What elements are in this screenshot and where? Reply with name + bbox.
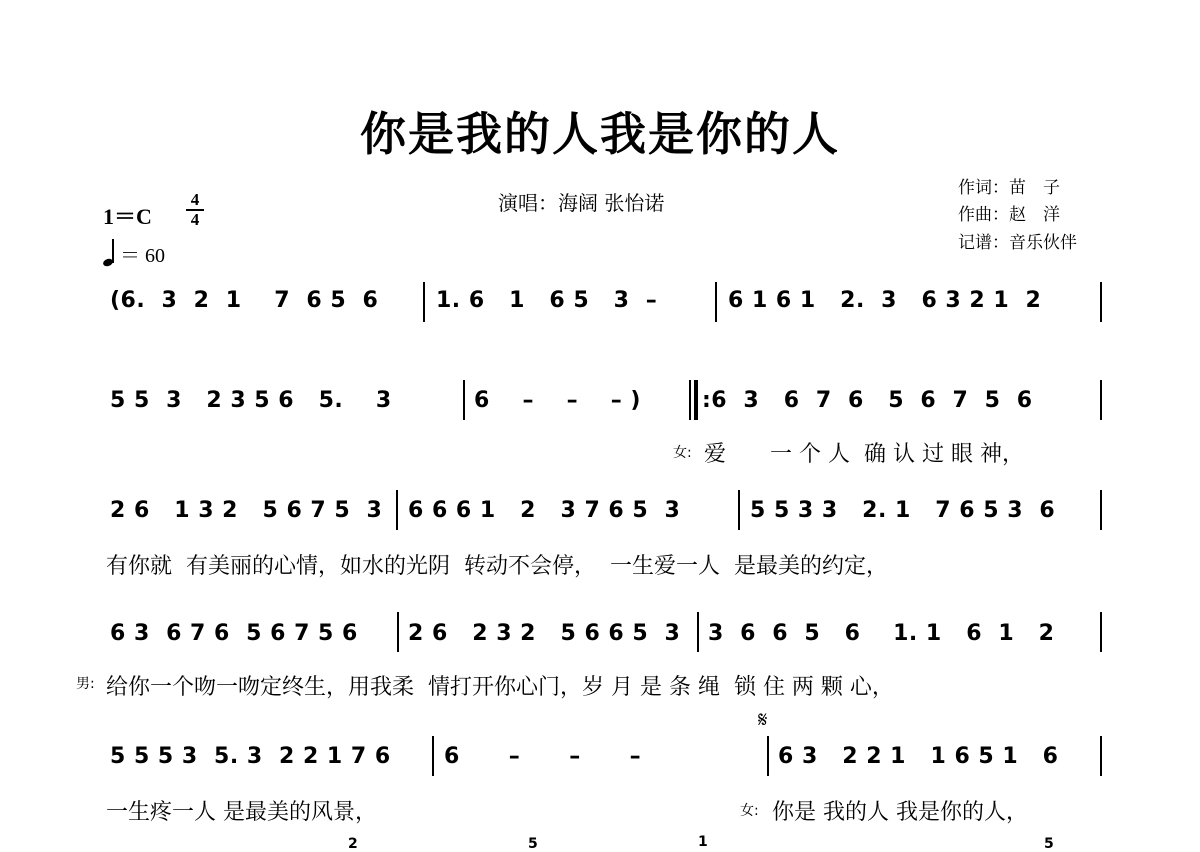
score-row-4: 6 3 6 7 6 5 6 7 5 6 — [110, 621, 358, 646]
key-signature: 1＝C — [103, 204, 152, 229]
lyrics-row-5b: 你是 我的人 我是你的人， — [772, 800, 1028, 825]
lyricist-credit: 作词：苗 子 — [958, 178, 1060, 198]
score-row-5-m3: 6 3 2 2 1 1 6 5 1 6 — [778, 744, 1059, 769]
score-row-3: 2 6 1 3 2 5 6 7 5 3 — [110, 498, 383, 523]
lyrics-row-4: 给你一个吻一吻定终生，用我柔 情打开你心门，岁 月 是 条 绳 锁 住 两 颗 心， — [106, 675, 894, 700]
quarter-note-icon — [103, 238, 115, 268]
score-row-5-m2: 6 – – – — [444, 744, 642, 769]
notation-credit: 记谱：音乐伙伴 — [958, 233, 1077, 253]
score-row-2-m2: 6 – – – ) — [474, 388, 641, 413]
lyrics-row-3: 有你就 有美丽的心情，如水的光阴 转动不会停， 一生爱一人 是最美的约定， — [106, 554, 888, 579]
score-row-2-m3: :6 3 6 7 6 5 6 7 5 6 — [702, 388, 1033, 413]
male-voice-label: 男: — [76, 676, 95, 692]
partial-mark-1: 2 — [348, 836, 358, 852]
time-signature-top: 4 — [190, 190, 200, 209]
score-row-4-m2: 2 6 2 3 2 5 6 6 5 3 — [408, 621, 681, 646]
composer-credit: 作曲：赵 洋 — [958, 205, 1060, 225]
lyrics-row-5a: 一生疼一人 是最美的风景， — [106, 800, 377, 825]
partial-mark-4: 5 — [1044, 836, 1054, 852]
partial-mark-2: 5 — [528, 836, 538, 852]
time-signature — [186, 192, 204, 228]
score-row-1-m2: 1. 6 1 6 5 3 – — [436, 288, 658, 313]
tempo-marking — [103, 238, 165, 268]
score-row-4-m3: 3 6 6 5 6 1. 1 6 1 2 — [708, 621, 1055, 646]
song-title: 你是我的人我是你的人 — [360, 107, 840, 161]
segno-sign: 𝄋 — [758, 708, 768, 733]
score-row-1-m3: 6 1 6 1 2. 3 6 3 2 1 2 — [728, 288, 1042, 313]
score-row-3-m3: 5 5 3 3 2. 1 7 6 5 3 6 — [750, 498, 1056, 523]
tempo-value: ＝ 60 — [120, 245, 165, 267]
score-row-5: 5 5 5 3 5. 3 2 2 1 7 6 — [110, 744, 391, 769]
female-voice-label-2: 女: — [740, 803, 759, 819]
performer-credit: 演唱：海阔 张怡诺 — [498, 191, 665, 215]
score-row-2-m1: 5 5 3 2 3 5 6 5. 3 — [110, 388, 392, 413]
female-voice-label: 女: — [673, 445, 692, 461]
time-signature-bottom: 4 — [190, 210, 200, 229]
score-row-3-m2: 6 6 6 1 2 3 7 6 5 3 — [408, 498, 681, 523]
partial-mark-3: 1 — [698, 834, 708, 850]
lyrics-row-2: 爱 一 个 人 确 认 过 眼 神， — [704, 442, 1024, 467]
score-row-1-m1: (6. 3 2 1 7 6 5 6 — [110, 288, 379, 313]
